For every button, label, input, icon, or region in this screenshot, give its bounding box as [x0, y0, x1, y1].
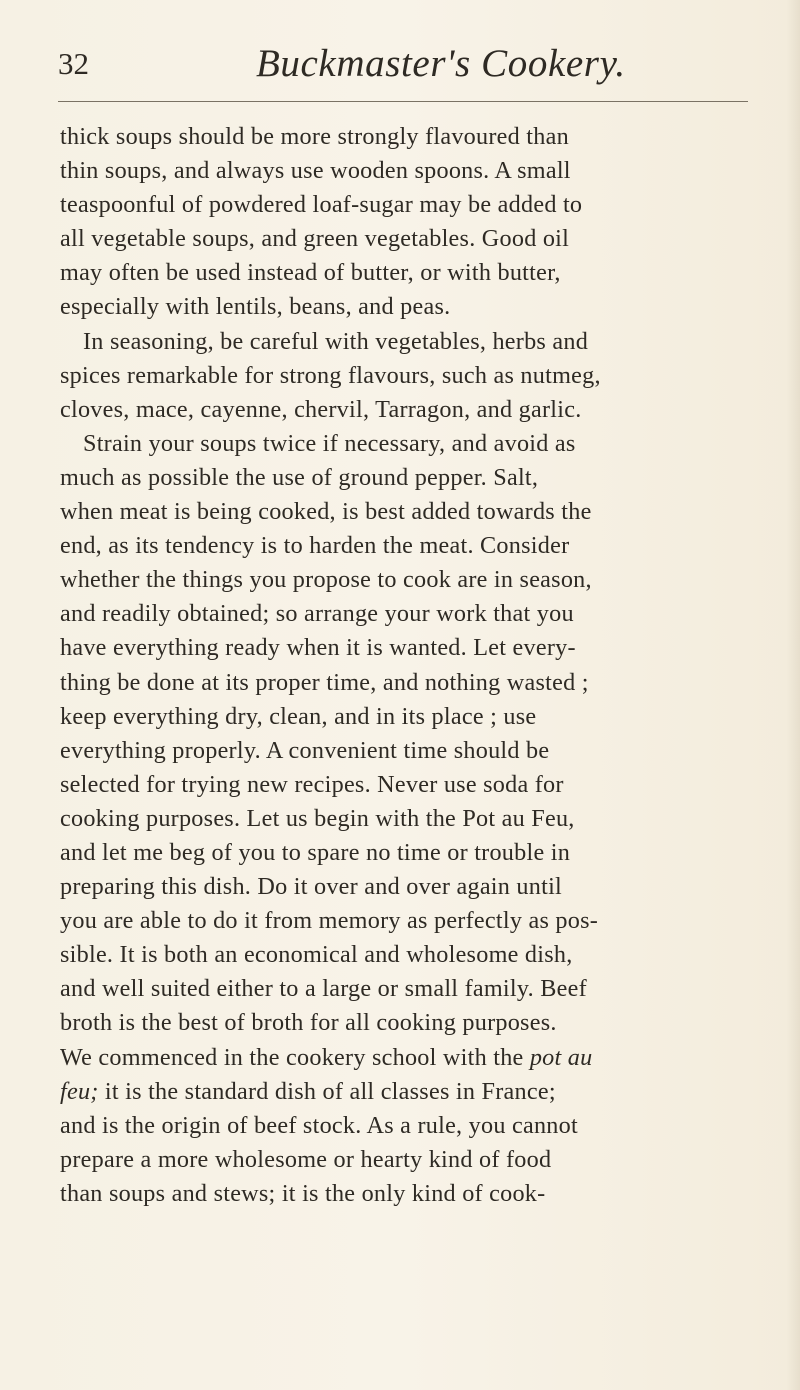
- text-line: teaspoonful of powdered loaf-sugar may be added to: [60, 191, 583, 219]
- text-line: everything properly. A convenient time should be: [60, 736, 550, 764]
- text-line: may often be used instead of butter, or with butter,: [60, 259, 561, 287]
- text-line: all vegetable soups, and green vegetables. Good oil: [60, 225, 570, 253]
- text-line: [60, 1075, 786, 1109]
- text-line: you are able to do it from memory as perfectly as pos-: [60, 907, 599, 935]
- page-number: 32: [58, 46, 89, 81]
- page-header: [58, 44, 758, 96]
- text-line: spices remarkable for strong flavours, such as nutmeg,: [60, 361, 601, 389]
- body-text: [60, 120, 786, 1211]
- text-line: especially with lentils, beans, and peas.: [60, 293, 451, 321]
- text-line: preparing this dish. Do it over and over again until: [60, 873, 563, 901]
- text-line: and well suited either to a large or small family. Beef: [60, 975, 587, 1003]
- text-line: keep everything dry, clean, and in its place ; use: [60, 702, 537, 730]
- italic-run: pot au: [529, 1043, 593, 1071]
- text-line: thing be done at its proper time, and nothing wasted ;: [60, 668, 589, 696]
- text-line: when meat is being cooked, is best added towards the: [60, 498, 592, 526]
- text-line: cloves, mace, cayenne, chervil, Tarragon, and garlic.: [60, 395, 582, 423]
- text-line: selected for trying new recipes. Never use soda for: [60, 770, 564, 798]
- text-line: end, as its tendency is to harden the meat. Consider: [60, 532, 570, 560]
- text-line: thin soups, and always use wooden spoons. A small: [60, 157, 571, 185]
- text-line: have everything ready when it is wanted. Let every-: [60, 634, 576, 662]
- text-line: [60, 1041, 786, 1075]
- text-run: We commenced in the cookery school with the: [60, 1043, 524, 1071]
- text-line: and readily obtained; so arrange your work that you: [60, 600, 574, 628]
- text-run: it is the standard dish of all classes in France;: [104, 1077, 556, 1105]
- text-line: broth is the best of broth for all cooking purposes.: [60, 1009, 557, 1037]
- text-line: thick soups should be more strongly flavoured than: [60, 123, 569, 150]
- text-line: In seasoning, be careful with vegetables, herbs and: [83, 327, 589, 355]
- header-rule: [58, 101, 748, 102]
- text-line: prepare a more wholesome or hearty kind of food: [60, 1145, 552, 1173]
- text-line: and is the origin of beef stock. As a rule, you cannot: [60, 1111, 578, 1139]
- text-line: whether the things you propose to cook are in season,: [60, 566, 592, 594]
- running-head: Buckmaster's Cookery.: [256, 42, 626, 85]
- page-edge-shadow: [786, 0, 800, 1390]
- text-line: and let me beg of you to spare no time or trouble in: [60, 838, 571, 866]
- text-line: sible. It is both an economical and wholesome dish,: [60, 941, 573, 969]
- italic-run: feu;: [60, 1077, 99, 1105]
- text-line: much as possible the use of ground pepper. Salt,: [60, 463, 539, 491]
- text-line: Strain your soups twice if necessary, and avoid as: [83, 429, 576, 457]
- text-line: cooking purposes. Let us begin with the Pot au Feu,: [60, 804, 575, 832]
- text-line: than soups and stews; it is the only kind of cook-: [60, 1179, 546, 1207]
